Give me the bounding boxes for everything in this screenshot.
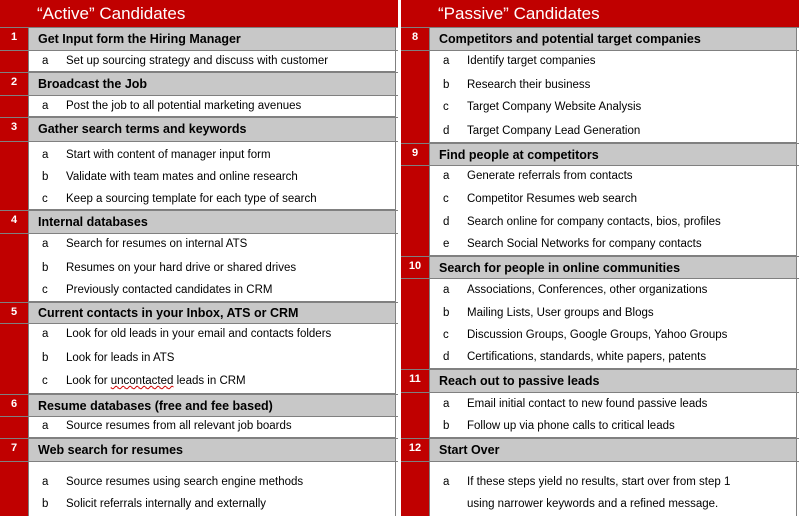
- item-text: Mailing Lists, User groups and Blogs: [467, 307, 654, 319]
- active-candidates-column: [0, 0, 398, 516]
- item-text: Search Social Networks for company contacts: [467, 238, 702, 250]
- item-letter: c: [42, 375, 48, 387]
- item-text: Validate with team mates and online research: [66, 171, 298, 183]
- step-5-items: [0, 324, 398, 394]
- step-2: [0, 72, 398, 96]
- item-text: Email initial contact to new found passive leads: [467, 398, 708, 410]
- step-number: 5: [10, 306, 18, 318]
- item-letter: d: [443, 216, 450, 228]
- step-number: 12: [408, 442, 422, 454]
- item-text: Resumes on your hard drive or shared drives: [66, 262, 297, 274]
- step-number: 6: [10, 398, 18, 410]
- step-label: Reach out to passive leads: [439, 374, 600, 388]
- item-letter: d: [443, 125, 450, 137]
- item-letter: c: [42, 193, 48, 205]
- step-11: [401, 369, 799, 393]
- item-text: Associations, Conferences, other organizations: [467, 284, 708, 296]
- step-2-item-a: [0, 96, 398, 117]
- item-letter: a: [443, 55, 450, 67]
- item-letter: c: [443, 101, 449, 113]
- step-number: 9: [411, 147, 419, 159]
- passive-candidates-column: [401, 0, 799, 516]
- item-letter: b: [42, 171, 49, 183]
- item-letter: c: [42, 284, 48, 296]
- item-letter: d: [443, 351, 450, 363]
- step-10: [401, 256, 799, 279]
- item-letter: b: [42, 498, 49, 510]
- item-text: Follow up via phone calls to critical leads: [467, 420, 675, 432]
- item-text: Previously contacted candidates in CRM: [66, 284, 273, 296]
- item-letter: a: [42, 476, 49, 488]
- item-letter: c: [443, 193, 449, 205]
- item-letter: e: [443, 238, 450, 250]
- item-text: Set up sourcing strategy and discuss with customer: [66, 55, 329, 67]
- item-letter: a: [42, 55, 49, 67]
- step-number: 1: [10, 31, 18, 43]
- item-text: Look for leads in ATS: [66, 352, 175, 364]
- step-7: [0, 438, 398, 462]
- item-letter: b: [42, 352, 49, 364]
- item-letter: a: [443, 284, 450, 296]
- item-letter: b: [443, 420, 450, 432]
- step-number: 10: [408, 260, 422, 272]
- step-number: 2: [10, 76, 18, 88]
- item-text: Look for old leads in your email and contacts folders: [66, 328, 332, 340]
- item-letter: a: [443, 476, 450, 488]
- step-12: [401, 438, 799, 462]
- step-1: [0, 27, 398, 51]
- step-label: Broadcast the Job: [38, 77, 148, 91]
- step-4-items: [0, 234, 398, 302]
- item-text: Start with content of manager input form: [66, 149, 271, 161]
- item-text: Certifications, standards, white papers, patents: [467, 351, 707, 363]
- step-8: [401, 27, 799, 51]
- item-text: Source resumes using search engine methods: [66, 476, 304, 488]
- item-text: Search online for company contacts, bios, profiles: [467, 216, 721, 228]
- step-1-item-a: [0, 51, 398, 72]
- item-letter: a: [42, 420, 49, 432]
- step-label: Search for people in online communities: [439, 261, 681, 275]
- item-text: Competitor Resumes web search: [467, 193, 638, 205]
- item-letter: b: [42, 262, 49, 274]
- step-label: Web search for resumes: [38, 443, 183, 457]
- step-7-items: [0, 462, 398, 516]
- step-label: Internal databases: [38, 215, 148, 229]
- item-letter: a: [42, 149, 49, 161]
- step-8-items: [401, 51, 799, 143]
- active-title: “Active” Candidates: [37, 4, 186, 23]
- step-label: Competitors and potential target companies: [439, 32, 701, 46]
- step-label: Resume databases (free and fee based): [38, 399, 273, 413]
- item-text: Identify target companies: [467, 55, 596, 67]
- item-text: Look for uncontacted leads in CRM: [66, 375, 246, 387]
- item-letter: a: [443, 398, 450, 410]
- step-12-items: [401, 462, 799, 516]
- step-number: 7: [10, 442, 18, 454]
- item-text: Target Company Lead Generation: [467, 125, 641, 137]
- item-text: Target Company Website Analysis: [467, 101, 642, 113]
- item-letter: a: [42, 238, 49, 250]
- step-label: Get Input form the Hiring Manager: [38, 32, 241, 46]
- step-number: 11: [409, 373, 421, 385]
- step-label: Find people at competitors: [439, 148, 599, 162]
- passive-title: “Passive” Candidates: [438, 4, 600, 23]
- item-text: Discussion Groups, Google Groups, Yahoo Groups: [467, 329, 728, 341]
- active-header: [0, 0, 398, 27]
- step-5: [0, 302, 398, 324]
- item-letter: b: [443, 307, 450, 319]
- passive-header: [401, 0, 799, 27]
- step-9-items: [401, 166, 799, 256]
- step-9: [401, 143, 799, 166]
- step-label: Current contacts in your Inbox, ATS or CRM: [38, 306, 299, 320]
- step-number: 4: [10, 214, 18, 226]
- item-text: Search for resumes on internal ATS: [66, 238, 248, 250]
- step-10-items: [401, 279, 799, 369]
- item-text: Generate referrals from contacts: [467, 170, 633, 182]
- item-letter: b: [443, 79, 450, 91]
- step-label: Gather search terms and keywords: [38, 122, 247, 136]
- step-11-items: [401, 393, 799, 438]
- item-letter: a: [42, 328, 49, 340]
- step-number: 3: [10, 121, 18, 133]
- item-text: Post the job to all potential marketing avenues: [66, 100, 302, 112]
- step-4: [0, 210, 398, 234]
- item-text-continued: using narrower keywords and a refined message.: [467, 498, 719, 510]
- step-3: [0, 117, 398, 142]
- item-letter: a: [443, 170, 450, 182]
- step-number: 8: [411, 31, 419, 43]
- spellcheck-mark: uncontacted: [110, 375, 174, 387]
- item-text: Solicit referrals internally and externally: [66, 498, 267, 510]
- item-text: Research their business: [467, 79, 591, 91]
- step-3-items: [0, 142, 398, 210]
- step-6-item-a: [0, 417, 398, 438]
- item-text: Source resumes from all relevant job boards: [66, 420, 292, 432]
- item-text: Keep a sourcing template for each type of search: [66, 193, 317, 205]
- item-letter: a: [42, 100, 49, 112]
- step-label: Start Over: [439, 443, 500, 457]
- item-letter: c: [443, 329, 449, 341]
- item-text: If these steps yield no results, start over from step 1: [467, 476, 731, 488]
- step-6: [0, 394, 398, 417]
